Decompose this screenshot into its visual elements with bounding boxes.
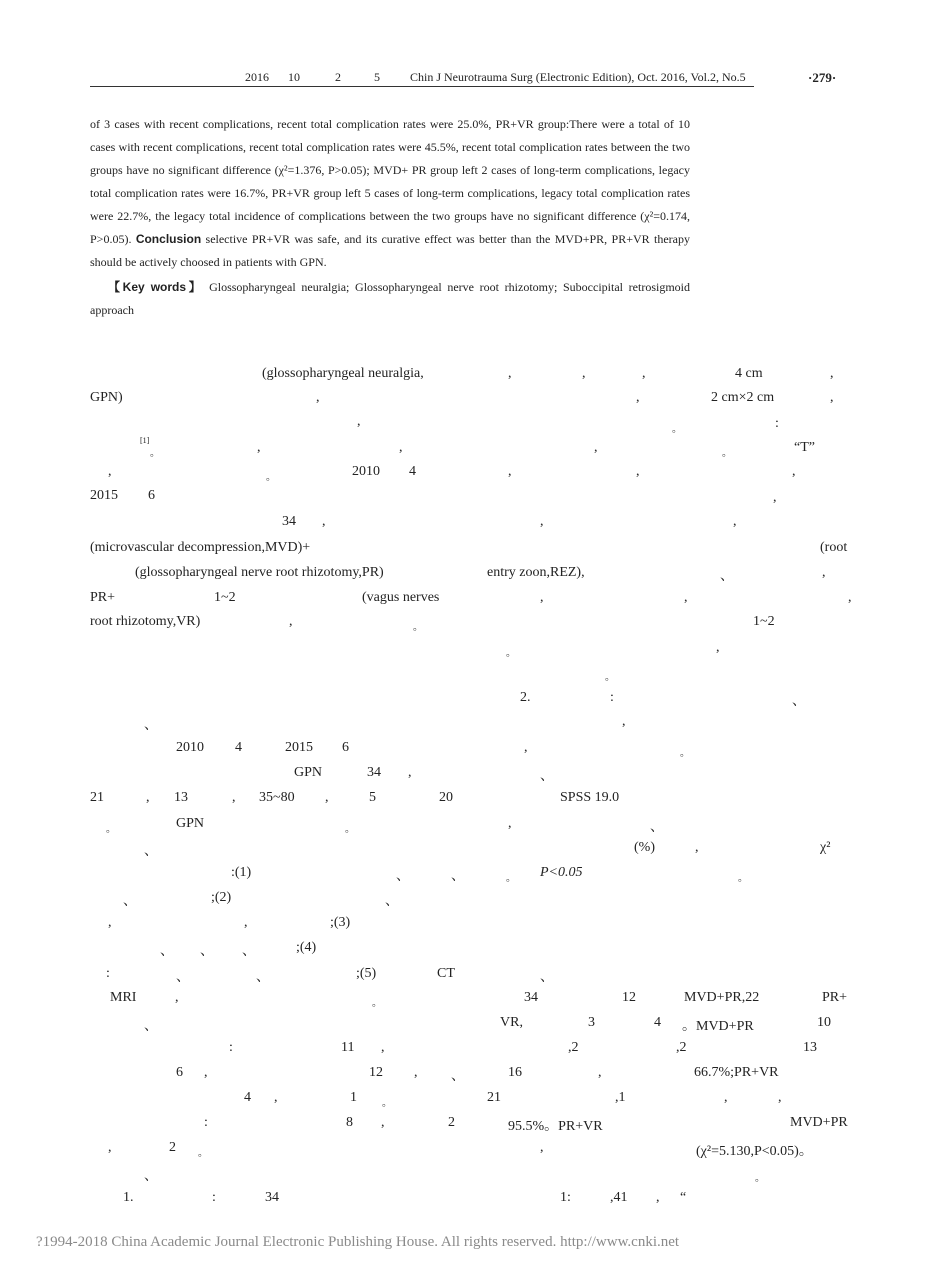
body-text-fragment: 。 — [680, 748, 690, 759]
body-text-fragment: : — [212, 1190, 216, 1205]
header-rule — [90, 86, 754, 87]
body-text-fragment: (%) — [634, 840, 655, 855]
body-text-fragment: ;(4) — [296, 940, 317, 955]
body-text-fragment: 34 — [367, 765, 381, 780]
body-text-fragment: MVD+PR — [790, 1115, 848, 1130]
body-text-fragment: 21 — [90, 790, 104, 805]
body-text-fragment: : — [610, 690, 614, 705]
body-text-fragment: 2 — [169, 1140, 176, 1155]
body-text-fragment: 、 — [540, 769, 554, 784]
body-text-fragment: 。 — [755, 1173, 765, 1184]
body-text-fragment: χ² — [820, 840, 831, 855]
body-text-fragment: , — [399, 440, 403, 455]
body-text-fragment: 、 — [160, 944, 174, 959]
body-text-fragment: , — [792, 464, 796, 479]
body-text-fragment: 、 — [256, 970, 270, 985]
body-text-fragment: , — [598, 1065, 602, 1080]
body-text-fragment: 12 — [369, 1065, 383, 1080]
body-text-fragment: 。 — [198, 1148, 208, 1159]
body-text-fragment: , — [733, 514, 737, 529]
body-text-fragment: 4 — [654, 1015, 661, 1030]
body-text-fragment: , — [540, 1140, 544, 1155]
body-text-fragment: , — [636, 390, 640, 405]
body-text-fragment: , — [508, 464, 512, 479]
body-text-fragment: 6 — [148, 488, 155, 503]
body-text-fragment: 4 — [235, 740, 242, 755]
body-text-fragment: 8 — [346, 1115, 353, 1130]
body-text-fragment: ,41 — [610, 1190, 628, 1205]
body-text-fragment: 2015 — [285, 740, 313, 755]
body-text-fragment: 95.5%。PR+VR — [508, 1119, 603, 1134]
body-text-fragment: , — [175, 990, 179, 1005]
body-text-fragment: 。 — [738, 873, 748, 884]
body-text-fragment: (vagus nerves — [362, 590, 440, 605]
body-text-fragment: , — [325, 790, 329, 805]
body-text-fragment: PR+ — [822, 990, 848, 1005]
abstract-results-text — [90, 113, 690, 274]
body-text-fragment: 66.7%;PR+VR — [694, 1065, 779, 1080]
body-text-fragment: , — [773, 490, 777, 505]
body-text-fragment: , — [316, 390, 320, 405]
body-text-fragment: , — [108, 915, 112, 930]
body-text-fragment: MRI — [110, 990, 137, 1005]
body-text-fragment: 10 — [817, 1015, 831, 1030]
body-text-fragment: , — [322, 514, 326, 529]
body-text-fragment: 。 — [605, 672, 615, 683]
body-text-fragment: 、 — [144, 844, 158, 859]
body-text-fragment: 、 — [144, 1169, 158, 1184]
body-text-fragment: , — [232, 790, 236, 805]
body-text-fragment: :(1) — [231, 865, 252, 880]
body-text-fragment: , — [414, 1065, 418, 1080]
body-text-fragment: (χ²=5.130,P<0.05)。 — [696, 1144, 813, 1159]
body-text-fragment: , — [408, 765, 412, 780]
body-text-fragment: 、 — [385, 894, 399, 909]
body-text-fragment: 。 — [372, 998, 382, 1009]
header-volume: 10 — [288, 70, 300, 84]
body-text-fragment: , — [822, 565, 826, 580]
body-text-fragment: 、 — [720, 569, 734, 584]
body-text-fragment: , — [656, 1190, 660, 1205]
body-text-fragment: , — [540, 590, 544, 605]
body-text-fragment: 13 — [803, 1040, 817, 1055]
body-text-fragment: , — [381, 1040, 385, 1055]
body-text-fragment: , — [684, 590, 688, 605]
body-text-fragment: 4 cm — [735, 366, 763, 381]
body-text-fragment: 11 — [341, 1040, 355, 1055]
body-text-fragment: GPN — [176, 816, 205, 831]
body-text-fragment: , — [357, 414, 361, 429]
body-text-fragment: 2 — [448, 1115, 455, 1130]
body-text-fragment: 34 — [265, 1190, 279, 1205]
body-text-fragment: (glossopharyngeal nerve root rhizotomy,PR) — [135, 565, 384, 580]
body-text-fragment: 13 — [174, 790, 188, 805]
body-text-fragment: 、 — [123, 894, 137, 909]
abstract-results: of 3 cases with recent complications, recent total complication rates were 25.0%, PR+VR group:There were a total of 10 cases with recent complications, recent total complication rates were 45.5%, recent total complication rates between the two groups have no significant difference (χ²=1.376, P>0.05); MVD+ PR group left 2 cases of long-term complications, legacy total complication rates were 16.7%, PR+VR group left 5 cases of long-term complications, legacy total complication rates were 22.7%, the legacy total incidence of complications between the two groups have no significant difference (χ²=0.174, P>0.05). — [90, 117, 690, 246]
body-text-fragment: , — [289, 614, 293, 629]
body-text-fragment: (microvascular decompression,MVD)+ — [90, 540, 311, 555]
body-text-fragment: 2010 — [352, 464, 380, 479]
body-text-fragment: 4 — [244, 1090, 251, 1105]
body-text-fragment: 、 — [650, 820, 664, 835]
body-text-fragment: : — [204, 1115, 208, 1130]
body-text-fragment: VR, — [500, 1015, 523, 1030]
body-text-fragment: 3 — [588, 1015, 595, 1030]
body-text-fragment: 16 — [508, 1065, 522, 1080]
keywords-text: Glossopharyngeal neuralgia; Glossopharyngeal nerve root rhizotomy; Suboccipital retrosigmoid approach — [90, 280, 690, 317]
body-text-fragment: ;(5) — [356, 966, 377, 981]
body-text-fragment: 。 — [106, 824, 116, 835]
body-text-fragment: , — [848, 590, 852, 605]
body-text-fragment: , — [622, 714, 626, 729]
body-text-fragment: , — [244, 915, 248, 930]
body-text-fragment: ;(2) — [211, 890, 232, 905]
body-text-fragment: , — [508, 366, 512, 381]
body-text-fragment: PR+ — [90, 590, 116, 605]
body-text-fragment: 21 — [487, 1090, 501, 1105]
body-text-fragment: GPN) — [90, 390, 123, 405]
body-text-fragment: 2015 — [90, 488, 118, 503]
body-text-fragment: : — [229, 1040, 233, 1055]
body-text-fragment: 、 — [451, 1069, 465, 1084]
body-text-fragment: 4 — [409, 464, 416, 479]
body-text-fragment: 、 — [144, 718, 158, 733]
body-text-fragment: , — [716, 640, 720, 655]
section-number: 2. — [520, 690, 531, 705]
body-text-fragment: ;(3) — [330, 915, 351, 930]
body-text-fragment: , — [524, 740, 528, 755]
body-text-fragment: 。 — [266, 472, 276, 483]
body-text-fragment: “T” — [794, 440, 815, 455]
body-text-fragment: , — [108, 1140, 112, 1155]
body-text-fragment: ,2 — [676, 1040, 687, 1055]
body-text-fragment: : — [775, 416, 779, 431]
keywords-paragraph — [90, 276, 690, 322]
header-issue: 2 — [335, 70, 341, 84]
keywords-label: 【Key words】 — [108, 280, 204, 294]
page-number: ·279· — [808, 70, 837, 85]
body-text-fragment: 、 — [242, 944, 256, 959]
copyright-footer: ?1994-2018 China Academic Journal Electronic Publishing House. All rights reserved. http://www.cnki.net — [36, 1234, 680, 1250]
body-text-fragment: , — [642, 366, 646, 381]
body-text-fragment: root rhizotomy,VR) — [90, 614, 201, 629]
body-text-fragment: 、 — [396, 869, 410, 884]
body-text-fragment: 、 — [540, 970, 554, 985]
body-text-fragment: 2 cm×2 cm — [711, 390, 775, 405]
body-text-fragment: 。 — [345, 824, 355, 835]
body-text-fragment: 。MVD+PR — [682, 1019, 754, 1034]
body-text-fragment: 。 — [413, 622, 423, 633]
body-text-fragment: 20 — [439, 790, 453, 805]
body-text-fragment: ,1 — [615, 1090, 626, 1105]
body-text-fragment: 6 — [176, 1065, 183, 1080]
body-text-fragment: P<0.05 — [540, 865, 583, 880]
body-text-fragment: , — [108, 464, 112, 479]
body-text-fragment: 34 — [524, 990, 538, 1005]
body-text-fragment: 35~80 — [259, 790, 295, 805]
body-text-fragment: MVD+PR,22 — [684, 990, 760, 1005]
body-text-fragment: 。 — [506, 648, 516, 659]
abstract-block — [90, 113, 690, 322]
body-text-fragment: “ — [680, 1190, 687, 1205]
body-text-fragment: 1 — [350, 1090, 357, 1105]
body-text-fragment: , — [508, 816, 512, 831]
body-text-fragment: (glossopharyngeal neuralgia, — [262, 366, 424, 381]
body-text-fragment: 。 — [506, 873, 516, 884]
body-text-fragment: , — [636, 464, 640, 479]
body-text-fragment: 。 — [382, 1098, 392, 1109]
body-text-fragment: , — [695, 840, 699, 855]
body-text-fragment: 2010 — [176, 740, 204, 755]
body-text-fragment: , — [257, 440, 261, 455]
body-text-fragment: , — [830, 366, 834, 381]
body-text-fragment: CT — [437, 966, 455, 981]
body-text-fragment: GPN — [294, 765, 323, 780]
body-text-fragment: , — [274, 1090, 278, 1105]
body-text-fragment: entry zoon,REZ), — [487, 565, 585, 580]
body-text-fragment: 、 — [200, 944, 214, 959]
body-text-fragment: 34 — [282, 514, 296, 529]
body-text-fragment: , — [582, 366, 586, 381]
body-text-fragment: ,2 — [568, 1040, 579, 1055]
body-text-fragment: SPSS 19.0 — [560, 790, 620, 805]
section-number: 1. — [123, 1190, 134, 1205]
body-text-fragment: : — [106, 966, 110, 981]
body-text-fragment: 。 — [722, 448, 732, 459]
body-text-fragment: , — [381, 1115, 385, 1130]
body-text-fragment: , — [540, 514, 544, 529]
body-text-fragment: (root — [820, 540, 848, 555]
body-text-fragment: , — [204, 1065, 208, 1080]
body-text-fragment: 。 — [672, 424, 682, 435]
body-text-fragment: 、 — [144, 1019, 158, 1034]
body-text-fragment: , — [830, 390, 834, 405]
body-text-fragment: 、 — [451, 869, 465, 884]
body-text-fragment: 1~2 — [214, 590, 236, 605]
body-text-fragment: 。 — [150, 448, 160, 459]
conclusion-label: Conclusion — [135, 232, 202, 246]
body-text-fragment: 5 — [369, 790, 376, 805]
body-text-fragment: 、 — [792, 694, 806, 709]
body-text-fragment: , — [146, 790, 150, 805]
body-text-fragment: , — [778, 1090, 782, 1105]
body-text-fragment: , — [724, 1090, 728, 1105]
body-text-fragment: 12 — [622, 990, 636, 1005]
header-number: 5 — [374, 70, 380, 84]
body-text-fragment: 、 — [176, 970, 190, 985]
header-journal: Chin J Neurotrauma Surg (Electronic Edition), Oct. 2016, Vol.2, No.5 — [410, 70, 746, 84]
table-reference: 1: — [560, 1190, 571, 1205]
body-text-fragment: 1~2 — [753, 614, 775, 629]
body-text-fragment: , — [594, 440, 598, 455]
conclusion-text: selective PR+VR was safe, and its curative effect was better than the MVD+PR, PR+VR therapy should be actively choosed in patients with GPN. — [90, 232, 691, 269]
citation-mark: [1] — [140, 436, 150, 445]
body-text-fragment: 6 — [342, 740, 349, 755]
header-year: 2016 — [245, 70, 269, 84]
